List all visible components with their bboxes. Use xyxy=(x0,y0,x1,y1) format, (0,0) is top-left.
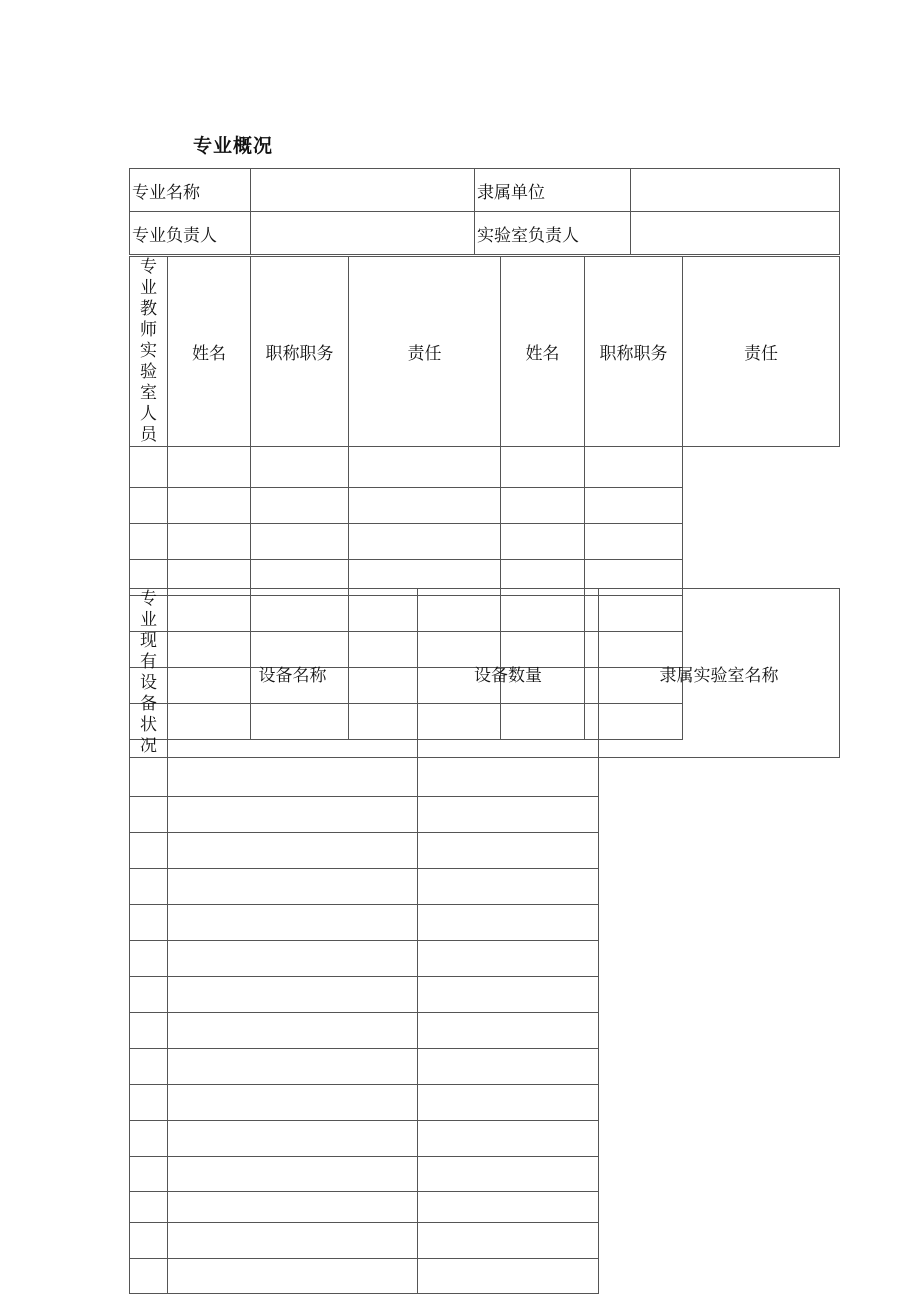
table-cell[interactable] xyxy=(585,447,683,488)
table-cell[interactable] xyxy=(585,524,683,560)
table-row xyxy=(130,758,840,797)
table-cell[interactable] xyxy=(168,833,418,869)
table-cell[interactable] xyxy=(130,1223,168,1259)
table-cell[interactable] xyxy=(418,1085,599,1121)
table-cell[interactable] xyxy=(168,488,251,524)
table-cell[interactable] xyxy=(168,869,418,905)
table-cell[interactable] xyxy=(501,524,585,560)
col-header-name: 姓名 xyxy=(168,257,251,447)
table-cell[interactable] xyxy=(168,905,418,941)
table-row xyxy=(130,1121,840,1157)
col-header-duty-2: 责任 xyxy=(683,257,840,447)
table-cell[interactable] xyxy=(130,1085,168,1121)
major-name-label: 专业名称 xyxy=(130,169,251,212)
col-header-equipment-qty: 设备数量 xyxy=(418,589,599,758)
table-row xyxy=(130,1049,840,1085)
table-cell[interactable] xyxy=(130,869,168,905)
table-cell[interactable] xyxy=(251,524,349,560)
table-cell[interactable] xyxy=(130,488,168,524)
staff-section-text: 专业教师实验室人员 xyxy=(140,257,157,445)
table-cell[interactable] xyxy=(168,524,251,560)
table-cell[interactable] xyxy=(418,758,599,797)
table-row xyxy=(130,212,840,255)
table-row xyxy=(130,447,840,488)
col-header-name-2: 姓名 xyxy=(501,257,585,447)
table-cell[interactable] xyxy=(130,977,168,1013)
table-row xyxy=(130,1192,840,1223)
col-header-title: 职称职务 xyxy=(251,257,349,447)
table-cell[interactable] xyxy=(251,447,349,488)
col-header-title-2: 职称职务 xyxy=(585,257,683,447)
table-cell[interactable] xyxy=(130,758,168,797)
col-header-duty: 责任 xyxy=(349,257,501,447)
table-cell[interactable] xyxy=(130,941,168,977)
table-cell[interactable] xyxy=(130,1259,168,1294)
staff-section-label xyxy=(130,257,168,447)
table-cell[interactable] xyxy=(349,524,501,560)
table-row xyxy=(130,833,840,869)
col-header-equipment-lab: 隶属实验室名称 xyxy=(599,589,840,758)
equipment-table xyxy=(129,588,840,1294)
table-cell[interactable] xyxy=(168,977,418,1013)
table-cell[interactable] xyxy=(418,1259,599,1294)
col-header-equipment-name: 设备名称 xyxy=(168,589,418,758)
table-cell[interactable] xyxy=(130,1192,168,1223)
equipment-section-text: 专业现有设备状况 xyxy=(140,589,157,756)
table-cell[interactable] xyxy=(130,797,168,833)
table-row xyxy=(130,169,840,212)
major-head-field[interactable] xyxy=(251,212,475,255)
major-name-field[interactable] xyxy=(251,169,475,212)
table-cell[interactable] xyxy=(168,1049,418,1085)
page-title: 专业概况 xyxy=(193,135,274,157)
table-cell[interactable] xyxy=(168,1223,418,1259)
equipment-section-label xyxy=(130,589,168,758)
table-cell[interactable] xyxy=(418,797,599,833)
table-row xyxy=(130,1013,840,1049)
lab-head-field[interactable] xyxy=(631,212,840,255)
table-cell[interactable] xyxy=(168,1013,418,1049)
basic-info-table xyxy=(129,168,840,255)
table-cell[interactable] xyxy=(349,447,501,488)
table-row xyxy=(130,941,840,977)
affiliation-field[interactable] xyxy=(631,169,840,212)
table-cell[interactable] xyxy=(168,447,251,488)
table-cell[interactable] xyxy=(130,1049,168,1085)
table-cell[interactable] xyxy=(418,1192,599,1223)
major-head-label: 专业负责人 xyxy=(130,212,251,255)
table-cell[interactable] xyxy=(418,905,599,941)
table-row xyxy=(130,905,840,941)
table-cell[interactable] xyxy=(168,1192,418,1223)
table-row xyxy=(130,1157,840,1192)
table-cell[interactable] xyxy=(349,488,501,524)
table-cell[interactable] xyxy=(418,941,599,977)
table-cell[interactable] xyxy=(418,1013,599,1049)
table-cell[interactable] xyxy=(168,758,418,797)
table-cell[interactable] xyxy=(418,869,599,905)
table-cell[interactable] xyxy=(168,1157,418,1192)
table-cell[interactable] xyxy=(168,797,418,833)
table-row xyxy=(130,869,840,905)
table-cell[interactable] xyxy=(418,977,599,1013)
lab-head-label: 实验室负责人 xyxy=(475,212,631,255)
affiliation-label: 隶属单位 xyxy=(475,169,631,212)
table-cell[interactable] xyxy=(168,941,418,977)
table-cell[interactable] xyxy=(130,905,168,941)
table-cell[interactable] xyxy=(130,1121,168,1157)
table-cell[interactable] xyxy=(168,1121,418,1157)
table-cell[interactable] xyxy=(168,1085,418,1121)
table-cell[interactable] xyxy=(130,447,168,488)
table-cell[interactable] xyxy=(168,1259,418,1294)
table-cell[interactable] xyxy=(418,1121,599,1157)
table-row xyxy=(130,977,840,1013)
table-cell[interactable] xyxy=(418,1223,599,1259)
table-cell[interactable] xyxy=(418,1157,599,1192)
table-cell[interactable] xyxy=(501,488,585,524)
table-row xyxy=(130,797,840,833)
table-cell[interactable] xyxy=(130,833,168,869)
table-row xyxy=(130,524,840,560)
table-row xyxy=(130,1259,840,1294)
table-cell[interactable] xyxy=(251,488,349,524)
table-cell[interactable] xyxy=(501,447,585,488)
table-header-row xyxy=(130,589,840,758)
table-cell[interactable] xyxy=(418,833,599,869)
table-row xyxy=(130,1223,840,1259)
table-cell[interactable] xyxy=(418,1049,599,1085)
table-cell[interactable] xyxy=(585,488,683,524)
table-cell[interactable] xyxy=(130,1157,168,1192)
table-row xyxy=(130,1085,840,1121)
table-cell[interactable] xyxy=(130,1013,168,1049)
table-row xyxy=(130,488,840,524)
table-cell[interactable] xyxy=(130,524,168,560)
table-header-row xyxy=(130,257,840,447)
